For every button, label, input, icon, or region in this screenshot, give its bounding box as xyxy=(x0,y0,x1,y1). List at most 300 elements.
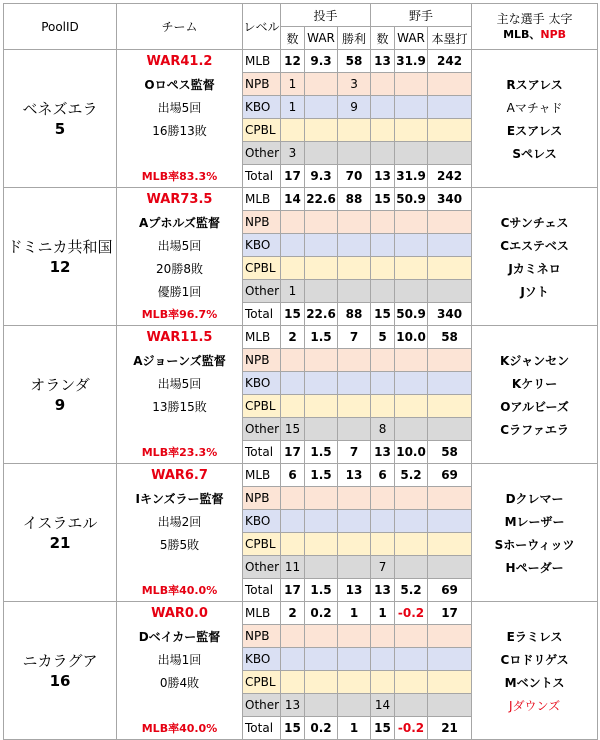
pitcher-wins: 7 xyxy=(338,441,371,464)
player-empty xyxy=(472,50,598,73)
header-team: チーム xyxy=(117,4,243,50)
level-label: Other xyxy=(243,280,281,303)
player-name: Kケリー xyxy=(472,372,598,395)
level-label: KBO xyxy=(243,372,281,395)
pitcher-count xyxy=(281,372,305,395)
pitcher-war xyxy=(305,648,338,671)
level-label: KBO xyxy=(243,96,281,119)
fielder-hr xyxy=(428,372,472,395)
team-manager: Oロペス監督 xyxy=(117,73,243,96)
level-label: Other xyxy=(243,556,281,579)
fielder-hr xyxy=(428,510,472,533)
fielder-war: 5.2 xyxy=(395,464,428,487)
header-fielder: 野手 xyxy=(371,4,472,27)
fielder-war xyxy=(395,142,428,165)
pitcher-war xyxy=(305,694,338,717)
level-label: CPBL xyxy=(243,119,281,142)
fielder-war xyxy=(395,625,428,648)
player-empty xyxy=(472,441,598,464)
pitcher-war: 1.5 xyxy=(305,464,338,487)
fielder-war xyxy=(395,487,428,510)
team-war: WAR73.5 xyxy=(117,188,243,211)
fielder-war: -0.2 xyxy=(395,602,428,625)
pitcher-war: 0.2 xyxy=(305,602,338,625)
fielder-count: 6 xyxy=(371,464,395,487)
fielder-hr xyxy=(428,625,472,648)
level-label: Total xyxy=(243,579,281,602)
country-name: イスラエル xyxy=(22,513,98,532)
fielder-count xyxy=(371,648,395,671)
team-mlb-rate: MLB率23.3% xyxy=(117,441,243,464)
pitcher-count: 2 xyxy=(281,602,305,625)
pool-id-value: 5 xyxy=(54,119,66,138)
fielder-hr xyxy=(428,234,472,257)
team-war: WAR41.2 xyxy=(117,50,243,73)
player-empty xyxy=(472,464,598,487)
level-label: Other xyxy=(243,418,281,441)
wbc-pool-table xyxy=(3,3,598,740)
player-name: Eスアレス xyxy=(472,119,598,142)
fielder-count: 1 xyxy=(371,602,395,625)
fielder-war: 31.9 xyxy=(395,50,428,73)
team-mlb-rate: MLB率96.7% xyxy=(117,303,243,326)
team-titles: 優勝1回 xyxy=(117,280,243,303)
pool-id-value: 16 xyxy=(49,671,71,690)
pitcher-war: 1.5 xyxy=(305,326,338,349)
level-label: MLB xyxy=(243,50,281,73)
pitcher-count xyxy=(281,349,305,372)
pitcher-wins xyxy=(338,257,371,280)
level-label: Total xyxy=(243,165,281,188)
player-name: Mベントス xyxy=(472,671,598,694)
fielder-count xyxy=(371,142,395,165)
player-name: Mレーザー xyxy=(472,510,598,533)
pitcher-count: 3 xyxy=(281,142,305,165)
fielder-war xyxy=(395,556,428,579)
fielder-count: 5 xyxy=(371,326,395,349)
pitcher-count: 11 xyxy=(281,556,305,579)
fielder-war xyxy=(395,418,428,441)
pitcher-war xyxy=(305,96,338,119)
player-name: Eラミレス xyxy=(472,625,598,648)
fielder-war xyxy=(395,73,428,96)
pitcher-wins xyxy=(338,487,371,510)
team-appearances: 出場1回 xyxy=(117,648,243,671)
pool-country-cell xyxy=(4,326,117,464)
level-label: NPB xyxy=(243,625,281,648)
level-label: CPBL xyxy=(243,395,281,418)
pitcher-war: 0.2 xyxy=(305,717,338,740)
pool-rows xyxy=(4,50,598,740)
fielder-hr xyxy=(428,648,472,671)
fielder-war xyxy=(395,349,428,372)
fielder-count xyxy=(371,372,395,395)
pitcher-wins xyxy=(338,395,371,418)
team-manager: Aプホルズ監督 xyxy=(117,211,243,234)
country-name: ニカラグア xyxy=(22,651,98,670)
pitcher-war xyxy=(305,556,338,579)
pitcher-count xyxy=(281,119,305,142)
header-pitcher-war: WAR xyxy=(305,27,338,50)
player-empty xyxy=(472,326,598,349)
pool-id-value: 12 xyxy=(49,257,71,276)
pitcher-count xyxy=(281,487,305,510)
pool-id-value: 21 xyxy=(49,533,71,552)
pitcher-war xyxy=(305,280,338,303)
header-fielder-war: WAR xyxy=(395,27,428,50)
level-label: NPB xyxy=(243,73,281,96)
pitcher-war xyxy=(305,119,338,142)
pitcher-wins: 7 xyxy=(338,326,371,349)
pool-id-value: 9 xyxy=(54,395,66,414)
pool-row xyxy=(4,464,598,487)
team-record: 16勝13敗 xyxy=(117,119,243,142)
fielder-hr xyxy=(428,556,472,579)
fielder-war xyxy=(395,648,428,671)
pitcher-war xyxy=(305,671,338,694)
pitcher-count: 1 xyxy=(281,280,305,303)
fielder-hr xyxy=(428,257,472,280)
level-label: MLB xyxy=(243,602,281,625)
pitcher-count: 13 xyxy=(281,694,305,717)
level-label: NPB xyxy=(243,349,281,372)
player-empty xyxy=(472,602,598,625)
team-mlb-rate: MLB率40.0% xyxy=(117,579,243,602)
team-mlb-rate: MLB率40.0% xyxy=(117,717,243,740)
pitcher-count: 6 xyxy=(281,464,305,487)
fielder-hr: 69 xyxy=(428,579,472,602)
level-label: KBO xyxy=(243,234,281,257)
player-name: Oアルビーズ xyxy=(472,395,598,418)
fielder-count: 15 xyxy=(371,717,395,740)
fielder-count: 13 xyxy=(371,441,395,464)
pitcher-war: 9.3 xyxy=(305,50,338,73)
level-label: KBO xyxy=(243,648,281,671)
level-label: Total xyxy=(243,303,281,326)
fielder-war xyxy=(395,211,428,234)
header-players-sub-npb: NPB xyxy=(540,27,567,41)
team-record: 5勝5敗 xyxy=(117,533,243,556)
team-titles xyxy=(117,142,243,165)
level-label: Total xyxy=(243,717,281,740)
pitcher-count xyxy=(281,234,305,257)
fielder-war xyxy=(395,671,428,694)
team-appearances: 出場5回 xyxy=(117,234,243,257)
pitcher-wins xyxy=(338,372,371,395)
pool-row xyxy=(4,602,598,625)
header-fielder-count: 数 xyxy=(371,27,395,50)
team-appearances: 出場5回 xyxy=(117,96,243,119)
pitcher-wins xyxy=(338,418,371,441)
level-label: NPB xyxy=(243,487,281,510)
pitcher-count: 15 xyxy=(281,418,305,441)
fielder-hr: 58 xyxy=(428,441,472,464)
pitcher-war xyxy=(305,372,338,395)
team-appearances: 出場5回 xyxy=(117,372,243,395)
country-name: オランダ xyxy=(30,375,90,394)
pitcher-wins xyxy=(338,694,371,717)
fielder-count xyxy=(371,73,395,96)
pitcher-war xyxy=(305,234,338,257)
fielder-count xyxy=(371,510,395,533)
fielder-hr: 21 xyxy=(428,717,472,740)
fielder-war xyxy=(395,395,428,418)
level-label: CPBL xyxy=(243,671,281,694)
pitcher-wins xyxy=(338,533,371,556)
player-name: Rスアレス xyxy=(472,73,598,96)
pitcher-wins xyxy=(338,671,371,694)
fielder-hr: 340 xyxy=(428,303,472,326)
header-players xyxy=(472,4,598,50)
pitcher-count: 17 xyxy=(281,579,305,602)
player-name: Jカミネロ xyxy=(472,257,598,280)
pitcher-war: 22.6 xyxy=(305,303,338,326)
fielder-hr: 340 xyxy=(428,188,472,211)
pitcher-war xyxy=(305,533,338,556)
fielder-war xyxy=(395,234,428,257)
country-name: ベネズエラ xyxy=(22,99,98,118)
team-mlb-rate: MLB率83.3% xyxy=(117,165,243,188)
fielder-count: 13 xyxy=(371,50,395,73)
fielder-war: 5.2 xyxy=(395,579,428,602)
pitcher-wins xyxy=(338,234,371,257)
fielder-war: 50.9 xyxy=(395,188,428,211)
pitcher-count xyxy=(281,533,305,556)
fielder-count xyxy=(371,96,395,119)
fielder-war xyxy=(395,510,428,533)
pool-country-cell xyxy=(4,188,117,326)
fielder-hr xyxy=(428,96,472,119)
fielder-count xyxy=(371,280,395,303)
fielder-hr xyxy=(428,487,472,510)
team-war: WAR11.5 xyxy=(117,326,243,349)
pool-country-cell xyxy=(4,602,117,740)
pitcher-count xyxy=(281,257,305,280)
pitcher-count xyxy=(281,648,305,671)
header-players-sub-mlb: MLB、 xyxy=(503,27,541,41)
fielder-hr xyxy=(428,395,472,418)
pitcher-wins: 1 xyxy=(338,717,371,740)
header-pool-id: PoolID xyxy=(4,4,117,50)
fielder-count xyxy=(371,349,395,372)
team-manager: Aジョーンズ監督 xyxy=(117,349,243,372)
pitcher-wins xyxy=(338,119,371,142)
pitcher-count: 2 xyxy=(281,326,305,349)
pitcher-count: 1 xyxy=(281,96,305,119)
team-record: 13勝15敗 xyxy=(117,395,243,418)
fielder-count xyxy=(371,625,395,648)
pitcher-count xyxy=(281,211,305,234)
team-war: WAR6.7 xyxy=(117,464,243,487)
pitcher-wins: 88 xyxy=(338,188,371,211)
fielder-count xyxy=(371,487,395,510)
header-fielder-hr: 本塁打 xyxy=(428,27,472,50)
level-label: KBO xyxy=(243,510,281,533)
player-name: Hペーダー xyxy=(472,556,598,579)
fielder-hr: 242 xyxy=(428,165,472,188)
level-label: CPBL xyxy=(243,533,281,556)
fielder-war xyxy=(395,96,428,119)
fielder-war: 10.0 xyxy=(395,441,428,464)
fielder-war xyxy=(395,372,428,395)
pitcher-count: 17 xyxy=(281,441,305,464)
player-empty xyxy=(472,717,598,740)
pitcher-wins xyxy=(338,211,371,234)
pitcher-count: 14 xyxy=(281,188,305,211)
fielder-hr xyxy=(428,694,472,717)
team-appearances: 出場2回 xyxy=(117,510,243,533)
fielder-hr xyxy=(428,418,472,441)
fielder-war: 50.9 xyxy=(395,303,428,326)
pitcher-war: 22.6 xyxy=(305,188,338,211)
pitcher-wins: 58 xyxy=(338,50,371,73)
pitcher-wins: 13 xyxy=(338,464,371,487)
header-level: レベル xyxy=(243,4,281,50)
fielder-hr xyxy=(428,533,472,556)
player-empty xyxy=(472,165,598,188)
fielder-count xyxy=(371,257,395,280)
pitcher-count xyxy=(281,625,305,648)
fielder-hr xyxy=(428,671,472,694)
pitcher-wins xyxy=(338,142,371,165)
pitcher-war xyxy=(305,211,338,234)
level-label: MLB xyxy=(243,326,281,349)
fielder-war xyxy=(395,119,428,142)
team-record: 0勝4敗 xyxy=(117,671,243,694)
fielder-war xyxy=(395,280,428,303)
fielder-war: -0.2 xyxy=(395,717,428,740)
pitcher-war xyxy=(305,73,338,96)
pitcher-war: 1.5 xyxy=(305,579,338,602)
player-name: Dクレマー xyxy=(472,487,598,510)
pitcher-wins xyxy=(338,625,371,648)
pool-row xyxy=(4,50,598,73)
header-pitcher: 投手 xyxy=(281,4,371,27)
team-record: 20勝8敗 xyxy=(117,257,243,280)
pitcher-wins xyxy=(338,280,371,303)
fielder-war: 10.0 xyxy=(395,326,428,349)
player-name: Cサンチェス xyxy=(472,211,598,234)
fielder-count xyxy=(371,395,395,418)
pitcher-wins xyxy=(338,648,371,671)
fielder-count xyxy=(371,119,395,142)
pool-row xyxy=(4,188,598,211)
player-empty xyxy=(472,188,598,211)
player-name: Jダウンズ xyxy=(472,694,598,717)
fielder-count: 15 xyxy=(371,303,395,326)
player-name: Jソト xyxy=(472,280,598,303)
fielder-war xyxy=(395,694,428,717)
fielder-hr xyxy=(428,349,472,372)
pitcher-wins: 88 xyxy=(338,303,371,326)
team-titles xyxy=(117,556,243,579)
header-players-sub xyxy=(472,27,597,43)
level-label: Total xyxy=(243,441,281,464)
pitcher-count: 15 xyxy=(281,303,305,326)
pitcher-count: 15 xyxy=(281,717,305,740)
pitcher-wins xyxy=(338,349,371,372)
player-empty xyxy=(472,303,598,326)
pitcher-count xyxy=(281,395,305,418)
fielder-hr: 242 xyxy=(428,50,472,73)
pitcher-war xyxy=(305,395,338,418)
player-name: Aマチャド xyxy=(472,96,598,119)
header-pitcher-wins: 勝利 xyxy=(338,27,371,50)
pitcher-wins: 1 xyxy=(338,602,371,625)
fielder-count xyxy=(371,533,395,556)
level-label: CPBL xyxy=(243,257,281,280)
pitcher-war xyxy=(305,418,338,441)
level-label: MLB xyxy=(243,464,281,487)
fielder-hr: 58 xyxy=(428,326,472,349)
team-titles xyxy=(117,418,243,441)
pitcher-war: 1.5 xyxy=(305,441,338,464)
level-label: Other xyxy=(243,694,281,717)
pool-row xyxy=(4,326,598,349)
pitcher-count: 12 xyxy=(281,50,305,73)
header-pitcher-count: 数 xyxy=(281,27,305,50)
team-manager: Iキンズラー監督 xyxy=(117,487,243,510)
fielder-hr: 17 xyxy=(428,602,472,625)
player-name: Cエステベス xyxy=(472,234,598,257)
player-empty xyxy=(472,579,598,602)
pitcher-war xyxy=(305,510,338,533)
fielder-count: 13 xyxy=(371,579,395,602)
player-name: Cロドリゲス xyxy=(472,648,598,671)
pitcher-wins xyxy=(338,510,371,533)
fielder-hr xyxy=(428,280,472,303)
fielder-hr: 69 xyxy=(428,464,472,487)
fielder-hr xyxy=(428,211,472,234)
fielder-hr xyxy=(428,119,472,142)
pool-country-cell xyxy=(4,464,117,602)
team-titles xyxy=(117,694,243,717)
team-war: WAR0.0 xyxy=(117,602,243,625)
fielder-count: 14 xyxy=(371,694,395,717)
fielder-count xyxy=(371,234,395,257)
country-name: ドミニカ共和国 xyxy=(7,237,113,256)
pool-country-cell xyxy=(4,50,117,188)
fielder-count: 15 xyxy=(371,188,395,211)
fielder-count xyxy=(371,211,395,234)
pitcher-war xyxy=(305,257,338,280)
fielder-count: 7 xyxy=(371,556,395,579)
fielder-count xyxy=(371,671,395,694)
pitcher-war xyxy=(305,487,338,510)
level-label: Other xyxy=(243,142,281,165)
fielder-war: 31.9 xyxy=(395,165,428,188)
fielder-war xyxy=(395,533,428,556)
pitcher-count xyxy=(281,671,305,694)
pitcher-wins: 13 xyxy=(338,579,371,602)
pitcher-count xyxy=(281,510,305,533)
team-manager: Dベイカー監督 xyxy=(117,625,243,648)
fielder-hr xyxy=(428,142,472,165)
player-name: Kジャンセン xyxy=(472,349,598,372)
pitcher-war: 9.3 xyxy=(305,165,338,188)
pitcher-wins: 9 xyxy=(338,96,371,119)
fielder-count: 13 xyxy=(371,165,395,188)
level-label: NPB xyxy=(243,211,281,234)
player-name: Sホーウィッツ xyxy=(472,533,598,556)
player-name: Cラファエラ xyxy=(472,418,598,441)
pitcher-war xyxy=(305,349,338,372)
player-name: Sペレス xyxy=(472,142,598,165)
pitcher-wins xyxy=(338,556,371,579)
pitcher-wins: 3 xyxy=(338,73,371,96)
fielder-war xyxy=(395,257,428,280)
pitcher-war xyxy=(305,625,338,648)
